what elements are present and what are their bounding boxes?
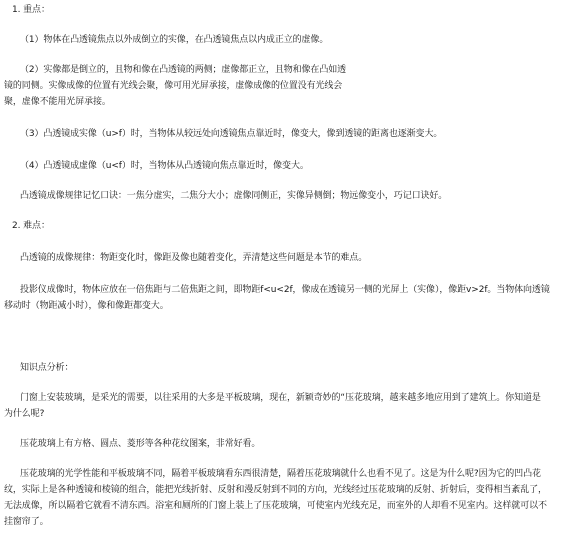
analysis-paragraph-1-line-1: 门窗上安装玻璃，是采光的需要，以往采用的大多是平板玻璃，现在，新颖奇妙的“压花玻璃，越来越多地应用到了建筑上。你知道是 [20,393,541,403]
section-heading-analysis: 知识点分析： [20,363,74,373]
analysis-paragraph-2: 压花玻璃上有方格、圆点、菱形等各种花纹图案，非常好看。 [20,439,261,449]
difficult-point-paragraph-1: 凸透镜的成像规律：物距变化时，像距及像也随着变化，弄清楚这些问题是本节的难点。 [20,253,368,263]
key-point-item-2-line-3: 聚，虚像不能用光屏承接。 [4,97,111,107]
difficult-point-paragraph-2-line-2: 移动时（物距减小时），像和像距都变大。 [4,301,169,311]
analysis-paragraph-3-line-4: 挂窗帘了。 [4,517,49,527]
analysis-paragraph-1-line-2: 为什么呢? [4,409,45,419]
key-point-item-2-line-2: 镜的同侧。实像成像的位置有光线会聚，像可用光屏承接，虚像成像的位置没有光线会 [4,81,343,91]
section-heading-difficult-points: 2. 难点： [12,221,50,231]
mnemonic-text: 凸透镜成像规律记忆口诀：一焦分虚实，二焦分大小；虚像同侧正，实像异侧倒；物远像变小，巧记口诀好。 [20,191,448,201]
difficult-point-paragraph-2-line-1: 投影仪成像时，物体应放在一倍焦距与二倍焦距之间，即物距f<u<2f，像成在透镜另一侧的光屏上（实像），像距v>2f。当物体向透镜 [20,285,550,295]
analysis-paragraph-3-line-2: 纹，实际上是各种透镜和棱镜的组合，能把光线折射、反射和漫反射到不同的方向，光线经过压花玻璃的反射、折射后，变得相当紊乱了， [4,485,547,495]
analysis-paragraph-3-line-1: 压花玻璃的光学性能和平板玻璃不同，隔着平板玻璃看东西很清楚，隔着压花玻璃就什么也看不见了。这是为什么呢?因为它的凹凸花 [20,469,541,479]
key-point-item-1: （1）物体在凸透镜焦点以外成倒立的实像，在凸透镜焦点以内成正立的虚像。 [20,35,329,45]
section-heading-key-points: 1. 重点： [12,5,50,15]
key-point-item-2-line-1: （2）实像都是倒立的，且物和像在凸透镜的两侧；虚像都正立，且物和像在凸如透 [20,65,347,75]
key-point-item-3: （3）凸透镜成实像（u>f）时，当物体从较远处向透镜焦点靠近时，像变大，像到透镜的距离也逐渐变大。 [20,129,443,139]
analysis-paragraph-3-line-3: 无法成像，所以隔着它就看不清东西。浴室和厕所的门窗上装上了压花玻璃，可使室内光线充足，而室外的人却看不见室内。这样就可以不 [4,501,547,511]
key-point-item-4: （4）凸透镜成虚像（u<f）时，当物体从凸透镜向焦点靠近时，像变大。 [20,161,309,171]
